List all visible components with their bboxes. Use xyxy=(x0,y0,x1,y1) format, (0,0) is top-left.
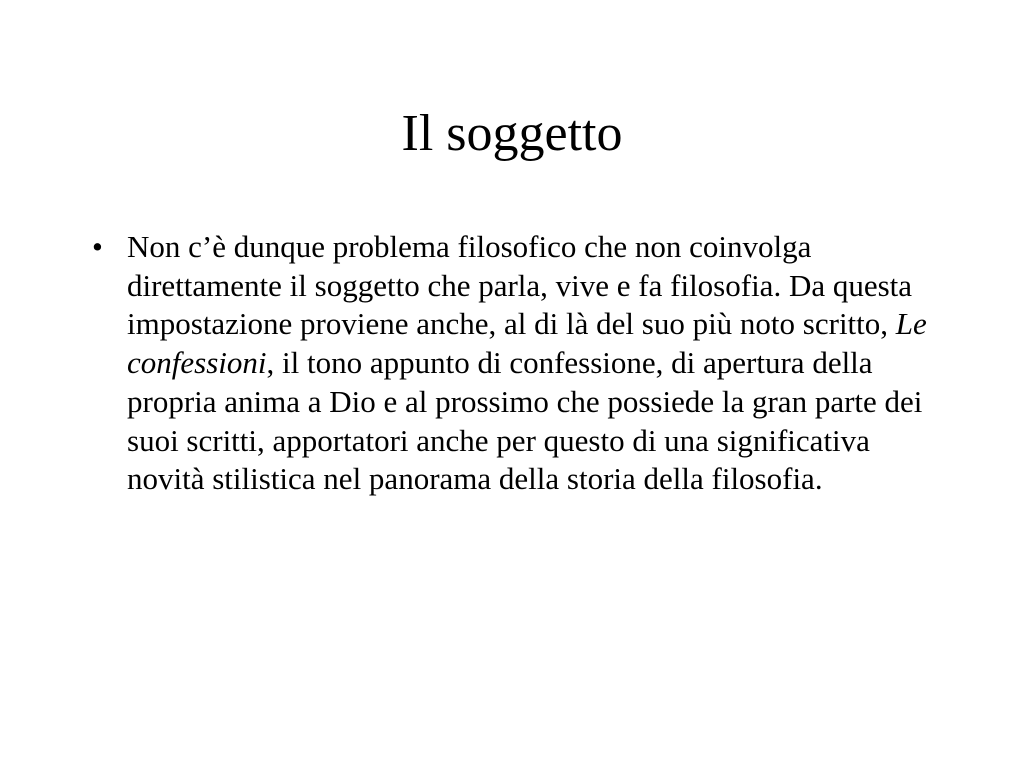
bullet-text-before: Non c’è dunque problema filosofico che non coinvolga direttamente il soggetto che parla, vive e fa filosofia. Da questa impostazione proviene anche, al di là del suo più noto scritto, xyxy=(127,229,913,342)
bullet-text-after: , il tono appunto di confessione, di apertura della propria anima a Dio e al prossimo che possiede la gran parte dei suoi scritti, apportatori anche per questo di una significativa novità stilistica nel panorama della storia della filosofia. xyxy=(127,345,923,497)
slide-title: Il soggetto xyxy=(401,105,623,162)
book-title-italic: Le confessioni xyxy=(127,306,927,381)
bullet-item xyxy=(92,228,927,499)
bullet-list xyxy=(92,228,927,499)
bullet-icon: • xyxy=(92,229,103,264)
